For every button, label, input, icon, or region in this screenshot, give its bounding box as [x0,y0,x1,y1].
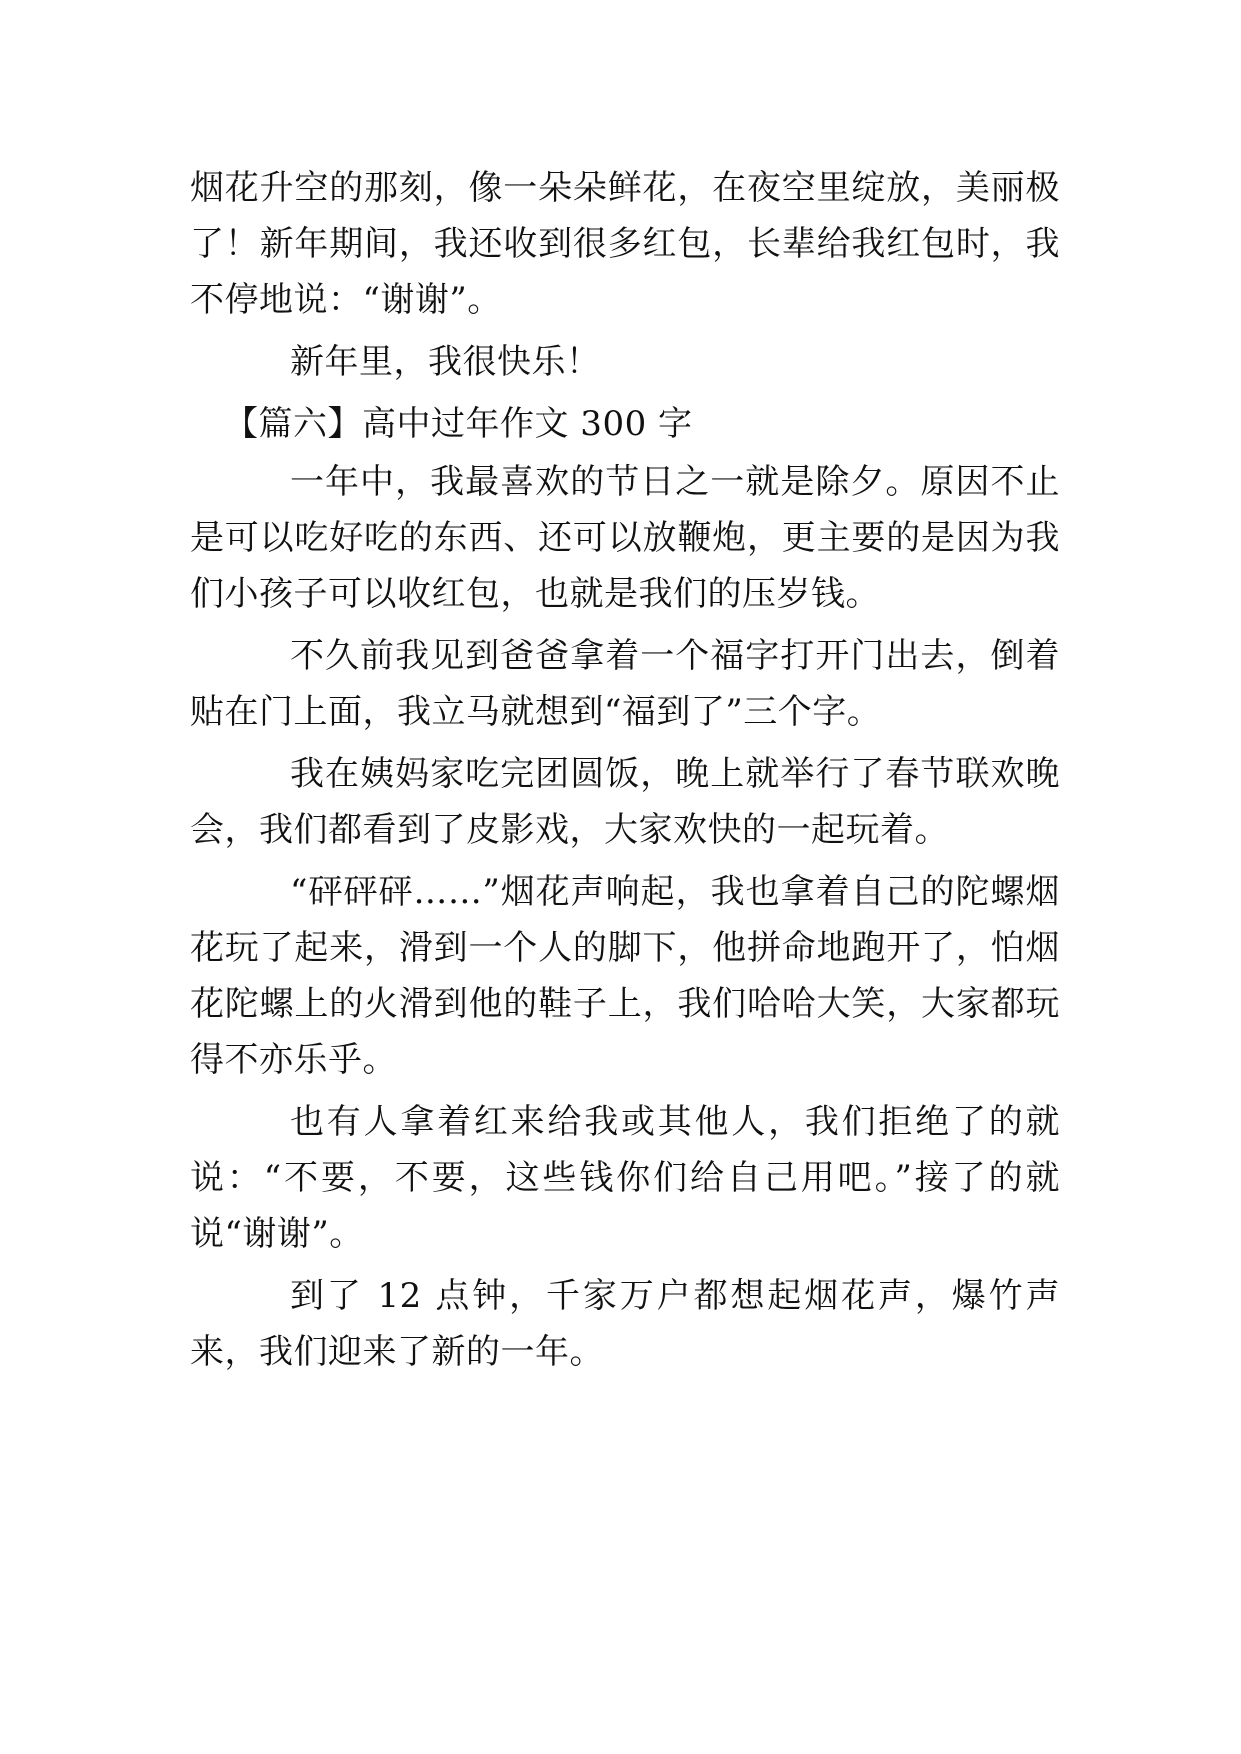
paragraph-fu-character: 不久前我见到爸爸拿着一个福字打开门出去，倒着贴在门上面，我立马就想到“福到了”三个字。 [190,636,1060,732]
paragraph-red-envelopes: 也有人拿着红来给我或其他人，我们拒绝了的就说：“不要，不要，这些钱你们给自己用吧。”接了的就说“谢谢”。 [190,1102,1060,1254]
paragraph-midnight: 到了 12 点钟，千家万户都想起烟花声，爆竹声来，我们迎来了新的一年。 [190,1276,1060,1372]
paragraph-fireworks-continued: 烟花升空的那刻，像一朵朵鲜花，在夜空里绽放，美丽极了！新年期间，我还收到很多红包，长辈给我红包时，我不停地说：“谢谢”。 [190,168,1060,320]
section-heading: 【篇六】高中过年作文 300 字 [224,404,693,444]
paragraph-new-years-eve: 一年中，我最喜欢的节日之一就是除夕。原因不止是可以吃好吃的东西、还可以放鞭炮，更主要的是因为我们小孩子可以收红包，也就是我们的压岁钱。 [190,462,1060,614]
paragraph-reunion-dinner: 我在姨妈家吃完团圆饭，晚上就举行了春节联欢晚会，我们都看到了皮影戏，大家欢快的一起玩着。 [190,754,1060,850]
paragraph-fireworks-top: “砰砰砰……”烟花声响起，我也拿着自己的陀螺烟花玩了起来，滑到一个人的脚下，他拼命地跑开了，怕烟花陀螺上的火滑到他的鞋子上，我们哈哈大笑，大家都玩得不亦乐乎。 [190,872,1060,1080]
document-page [190,160,1060,1386]
paragraph-new-year-happy: 新年里，我很快乐！ [290,342,601,382]
